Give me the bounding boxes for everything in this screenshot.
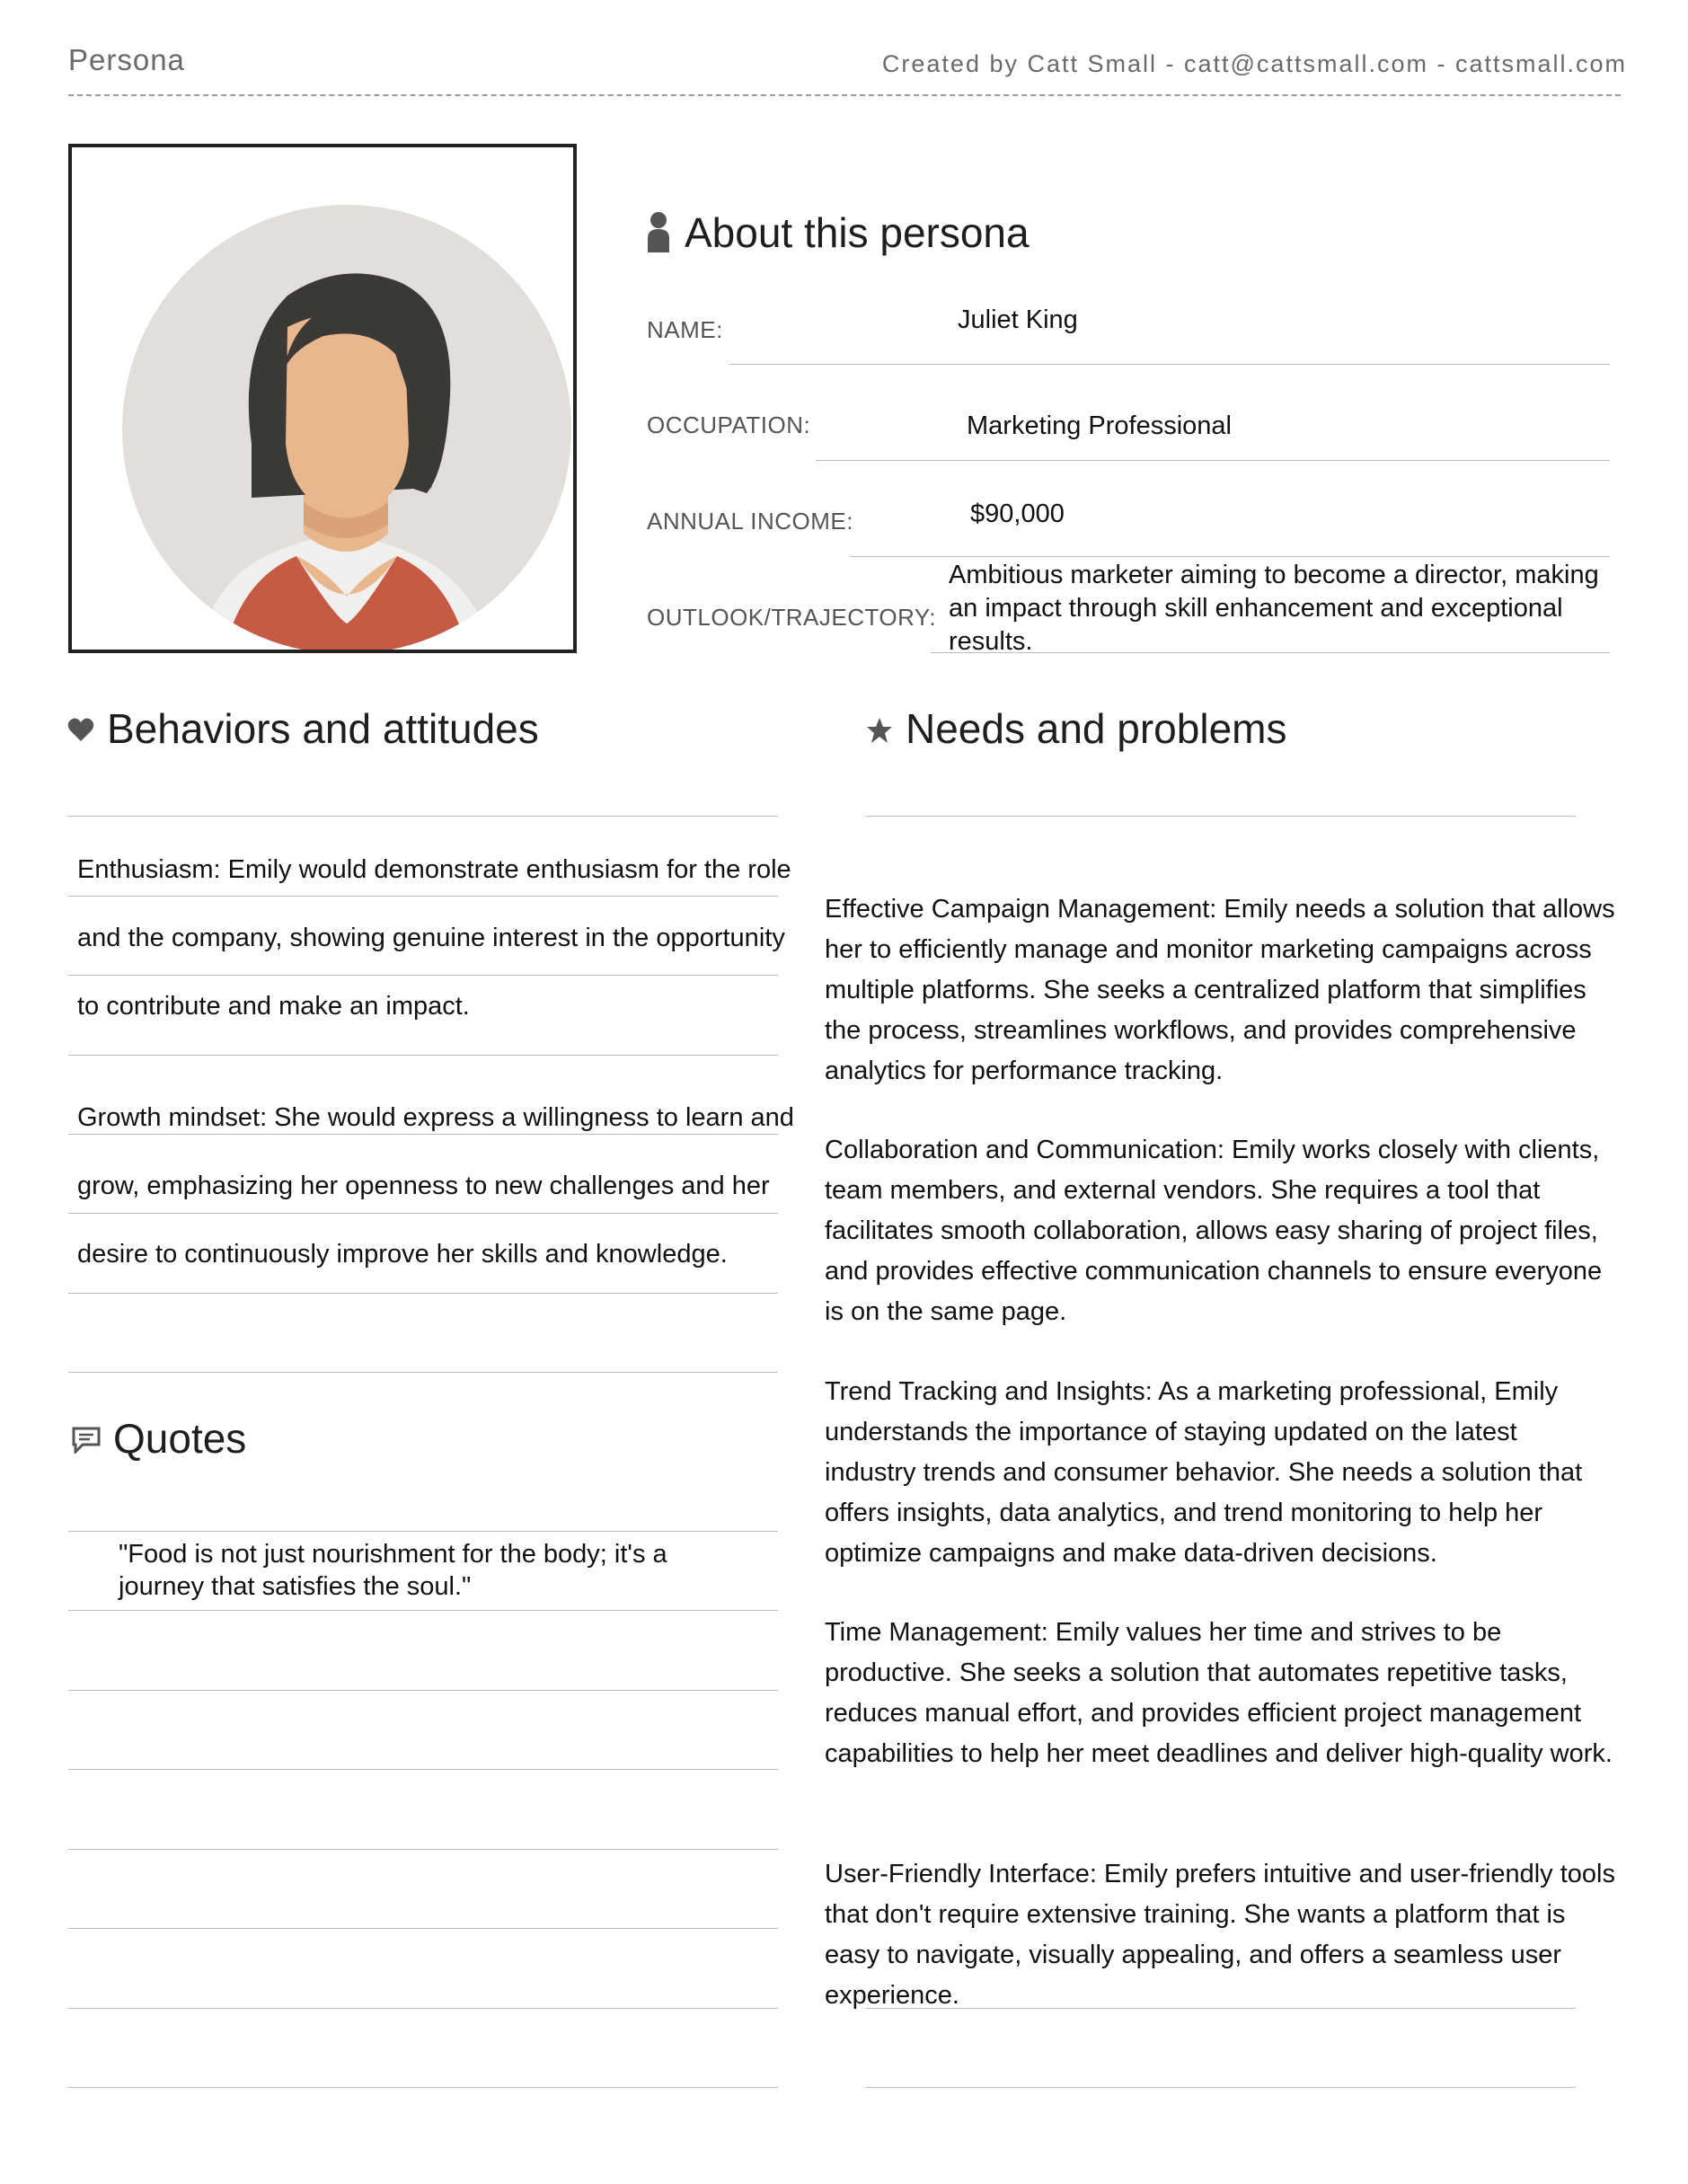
behavior-2-line-2: grow, emphasizing her openness to new challenges and her <box>77 1172 770 1200</box>
behavior-1-line-2: and the company, showing genuine interest in the opportunity <box>77 924 785 952</box>
person-icon <box>645 211 672 252</box>
needs-rule <box>866 816 1576 817</box>
behaviors-rule <box>68 1213 778 1214</box>
behaviors-rule <box>68 896 778 897</box>
quote-item: "Food is not just nourishment for the body; it's a journey that satisfies the soul." <box>119 1540 667 1601</box>
need-item-4: Time Management: Emily values her time and strives to be productive. She seeks a solution that automates repetitive tasks, reduces manual effort, and provides efficient project management capabilities to help her meet deadlines and deliver high-quality work. <box>825 1618 1613 1768</box>
avatar-illustration <box>72 147 573 650</box>
behaviors-rule <box>68 1293 778 1294</box>
behaviors-rule <box>68 1372 778 1373</box>
heart-icon <box>67 717 94 742</box>
occupation-label: OCCUPATION: <box>647 411 811 438</box>
need-item-3: Trend Tracking and Insights: As a marketing professional, Emily understands the importance of staying updated on the latest industry trends and consumer behavior. She needs a solution that offers insights, data analytics, and trend monitoring to help her optimize campaigns and make data-driven decisions. <box>825 1377 1583 1568</box>
quotes-rule <box>68 1849 778 1850</box>
need-item-2: Collaboration and Communication: Emily works closely with clients, team members, and external vendors. She requires a tool that facilitates smooth collaboration, allows easy sharing of project files, and provides effective communication channels to ensure everyone is on the same page. <box>825 1136 1603 1326</box>
name-value: Juliet King <box>958 305 1078 334</box>
header-divider <box>68 94 1621 96</box>
behaviors-rule <box>68 816 778 817</box>
credit-line: Created by Catt Small - catt@cattsmall.com - cattsmall.com <box>881 50 1627 77</box>
speech-bubble-icon <box>72 1427 101 1454</box>
need-item-5: User-Friendly Interface: Emily prefers intuitive and user-friendly tools that don't require extensive training. She wants a platform that is easy to navigate, visually appealing, and offers a seamless user experience. <box>825 1860 1615 2010</box>
persona-photo <box>68 144 577 653</box>
name-underline <box>729 364 1610 365</box>
quotes-rule <box>68 1769 778 1770</box>
outlook-underline <box>931 652 1610 653</box>
outlook-label: OUTLOOK/TRAJECTORY: <box>647 604 937 631</box>
about-title: About this persona <box>685 209 1030 256</box>
star-icon <box>866 717 893 744</box>
behaviors-rule <box>68 975 778 976</box>
needs-rule <box>866 2087 1576 2088</box>
quotes-title: Quotes <box>113 1415 247 1462</box>
name-label: NAME: <box>647 316 723 343</box>
behavior-1-line-3: to contribute and make an impact. <box>77 992 470 1021</box>
quotes-rule <box>68 1928 778 1929</box>
quotes-rule <box>68 2008 778 2009</box>
occupation-underline <box>816 460 1610 461</box>
occupation-value: Marketing Professional <box>967 411 1232 440</box>
behaviors-title: Behaviors and attitudes <box>107 705 539 752</box>
behavior-2-line-1: Growth mindset: She would express a willingness to learn and <box>77 1103 794 1132</box>
needs-title: Needs and problems <box>906 705 1287 752</box>
income-value: $90,000 <box>970 500 1065 528</box>
quotes-rule <box>68 2087 778 2088</box>
quotes-rule <box>68 1531 778 1532</box>
outlook-value: Ambitious marketer aiming to become a director, making an impact through skill enhancement and exceptional results. <box>949 561 1599 656</box>
behavior-2-line-3: desire to continuously improve her skills and knowledge. <box>77 1240 728 1269</box>
behavior-1-line-1: Enthusiasm: Emily would demonstrate enthusiasm for the role <box>77 855 791 884</box>
page-title: Persona <box>68 43 185 76</box>
behaviors-rule <box>68 1134 778 1135</box>
quotes-rule <box>68 1610 778 1611</box>
needs-rule <box>866 2008 1576 2009</box>
need-item-1: Effective Campaign Management: Emily needs a solution that allows her to efficiently manage and monitor marketing campaigns across multiple platforms. She seeks a centralized platform that simplifies the process, streamlines workflows, and provides comprehensive analytics for performance tracking. <box>825 895 1615 1085</box>
quotes-rule <box>68 1690 778 1691</box>
income-underline <box>850 556 1610 557</box>
income-label: ANNUAL INCOME: <box>647 508 853 535</box>
behaviors-rule <box>68 1055 778 1056</box>
